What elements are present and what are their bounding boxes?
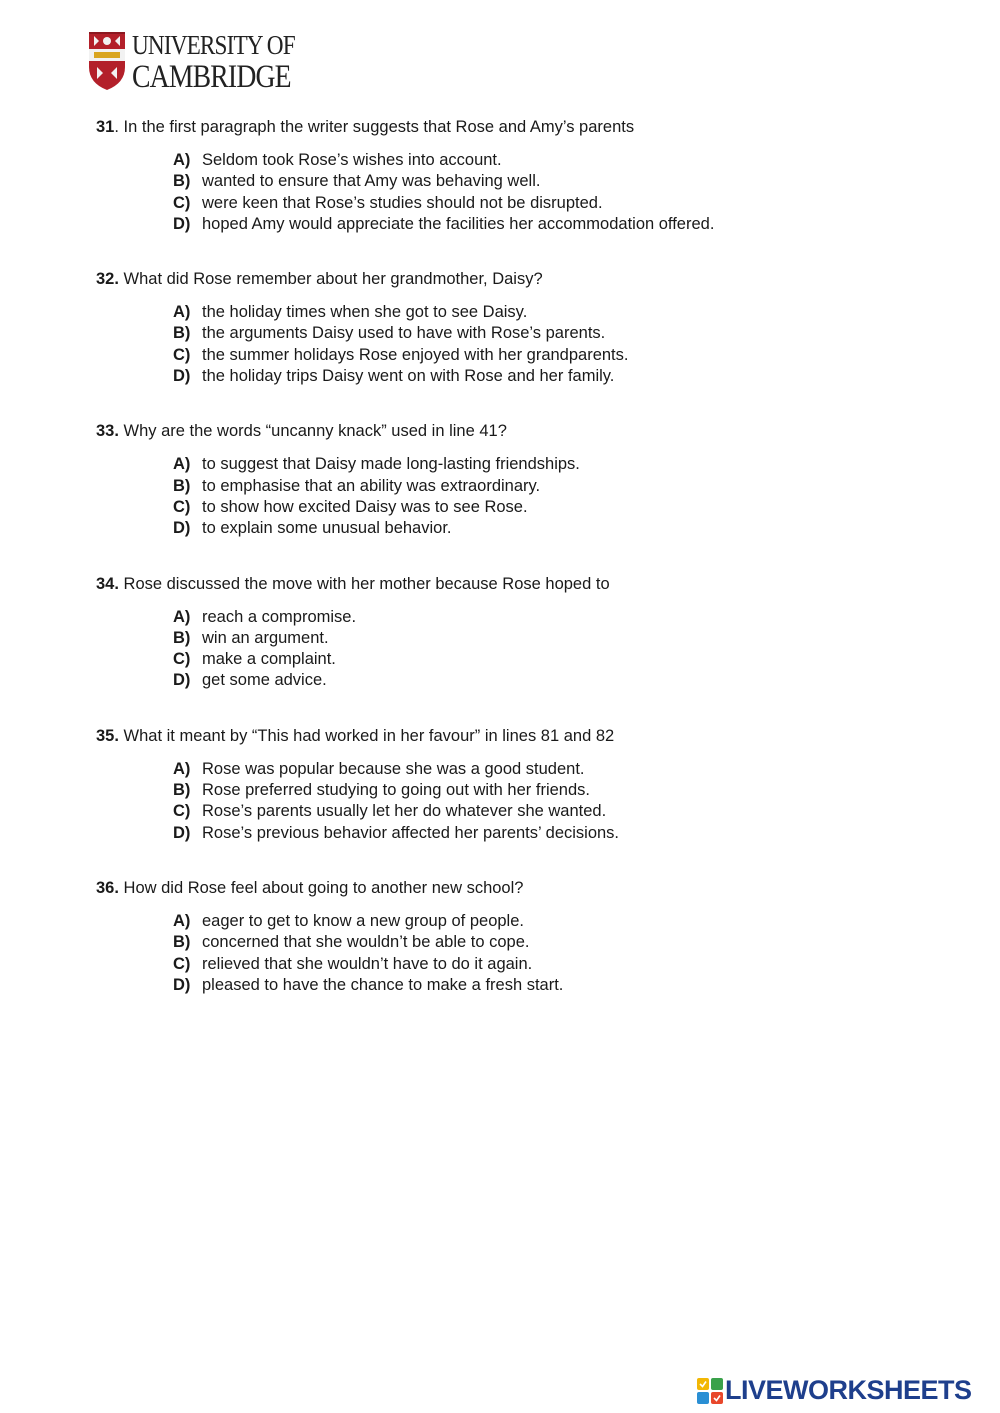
question-text: What did Rose remember about her grandmother, Daisy? <box>118 270 543 289</box>
option-text: to explain some unusual behavior. <box>202 519 452 538</box>
question-number: 34. <box>96 574 119 593</box>
option-list <box>173 150 956 235</box>
option-letter: B) <box>173 172 191 191</box>
option-text: to emphasise that an ability was extraordinary. <box>202 476 541 495</box>
option-letter: D) <box>173 519 191 538</box>
option-d[interactable] <box>173 366 956 387</box>
option-text: concerned that she wouldn’t be able to cope. <box>202 933 530 952</box>
question-text: Rose discussed the move with her mother because Rose hoped to <box>118 574 610 593</box>
question-list <box>96 116 956 1029</box>
option-c[interactable] <box>173 649 956 670</box>
option-c[interactable] <box>173 345 956 366</box>
option-text: reach a compromise. <box>202 607 357 626</box>
option-text: eager to get to know a new group of people. <box>202 911 524 930</box>
question-35 <box>96 725 956 844</box>
option-c[interactable] <box>173 954 956 975</box>
option-a[interactable] <box>173 607 956 628</box>
option-letter: B) <box>173 781 191 800</box>
option-b[interactable] <box>173 323 956 344</box>
option-text: Rose’s previous behavior affected her parents’ decisions. <box>202 823 620 842</box>
option-d[interactable] <box>173 214 956 235</box>
option-text: Rose preferred studying to going out with her friends. <box>202 781 590 800</box>
option-letter: D) <box>173 367 191 386</box>
liveworksheets-grid-icon <box>697 1378 723 1404</box>
option-a[interactable] <box>173 150 956 171</box>
cambridge-shield-icon <box>88 31 126 91</box>
question-stem <box>96 573 956 595</box>
option-list <box>173 302 956 387</box>
option-letter: A) <box>173 455 191 474</box>
option-text: Rose was popular because she was a good student. <box>202 759 585 778</box>
option-text: win an argument. <box>202 628 329 647</box>
option-a[interactable] <box>173 302 956 323</box>
question-stem <box>96 116 956 138</box>
option-letter: C) <box>173 497 191 516</box>
option-b[interactable] <box>173 171 956 192</box>
question-number: 31 <box>96 118 115 136</box>
option-c[interactable] <box>173 497 956 518</box>
question-text: . In the first paragraph the writer suggests that Rose and Amy’s parents <box>114 118 635 136</box>
option-letter: A) <box>173 759 191 778</box>
option-text: get some advice. <box>202 671 327 690</box>
option-letter: A) <box>173 303 191 322</box>
option-text: pleased to have the chance to make a fresh start. <box>202 975 564 994</box>
option-d[interactable] <box>173 975 956 996</box>
question-number: 33. <box>96 422 119 441</box>
option-letter: A) <box>173 607 191 626</box>
question-text: What it meant by “This had worked in her favour” in lines 81 and 82 <box>118 726 615 745</box>
option-list <box>173 454 956 539</box>
option-letter: B) <box>173 628 191 647</box>
option-letter: C) <box>173 345 191 364</box>
question-number: 32. <box>96 270 119 289</box>
option-text: Seldom took Rose’s wishes into account. <box>202 151 502 169</box>
question-number: 35. <box>96 726 119 745</box>
option-letter: D) <box>173 975 191 994</box>
option-list <box>173 759 956 844</box>
option-letter: B) <box>173 933 191 952</box>
option-a[interactable] <box>173 911 956 932</box>
question-34 <box>96 573 956 692</box>
question-33 <box>96 420 956 539</box>
option-b[interactable] <box>173 628 956 649</box>
question-stem <box>96 420 956 442</box>
option-text: hoped Amy would appreciate the facilities her accommodation offered. <box>202 214 715 233</box>
option-c[interactable] <box>173 801 956 822</box>
option-a[interactable] <box>173 454 956 475</box>
option-c[interactable] <box>173 193 956 214</box>
question-stem <box>96 268 956 290</box>
option-letter: C) <box>173 802 191 821</box>
option-letter: D) <box>173 214 191 233</box>
question-text: Why are the words “uncanny knack” used in line 41? <box>118 422 507 441</box>
option-letter: A) <box>173 151 191 169</box>
option-text: the arguments Daisy used to have with Rose’s parents. <box>202 324 606 343</box>
option-text: to show how excited Daisy was to see Rose. <box>202 497 528 516</box>
cambridge-logo <box>88 31 321 94</box>
option-list <box>173 911 956 996</box>
question-text: How did Rose feel about going to another new school? <box>118 878 524 897</box>
option-text: were keen that Rose’s studies should not be disrupted. <box>202 193 603 212</box>
option-b[interactable] <box>173 780 956 801</box>
option-a[interactable] <box>173 759 956 780</box>
option-text: the holiday times when she got to see Daisy. <box>202 303 528 322</box>
option-text: wanted to ensure that Amy was behaving well. <box>202 172 541 191</box>
option-text: the summer holidays Rose enjoyed with her grandparents. <box>202 345 629 364</box>
question-stem <box>96 877 956 899</box>
question-32 <box>96 268 956 387</box>
option-d[interactable] <box>173 518 956 539</box>
question-stem <box>96 725 956 747</box>
option-text: relieved that she wouldn’t have to do it again. <box>202 954 533 973</box>
option-text: make a complaint. <box>202 650 336 669</box>
option-letter: A) <box>173 911 191 930</box>
option-letter: D) <box>173 823 191 842</box>
option-letter: C) <box>173 650 191 669</box>
liveworksheets-logo[interactable] <box>697 1377 972 1404</box>
option-d[interactable] <box>173 823 956 844</box>
question-31 <box>96 116 956 235</box>
option-d[interactable] <box>173 670 956 691</box>
option-b[interactable] <box>173 932 956 953</box>
option-text: the holiday trips Daisy went on with Rose and her family. <box>202 367 615 386</box>
question-number: 36. <box>96 878 119 897</box>
option-b[interactable] <box>173 476 956 497</box>
option-letter: B) <box>173 324 191 343</box>
option-letter: C) <box>173 954 191 973</box>
option-text: Rose’s parents usually let her do whatever she wanted. <box>202 802 607 821</box>
option-letter: B) <box>173 476 191 495</box>
option-letter: C) <box>173 193 191 212</box>
option-list <box>173 607 956 692</box>
option-letter: D) <box>173 671 191 690</box>
option-text: to suggest that Daisy made long-lasting friendships. <box>202 455 580 474</box>
logo-line-university: UNIVERSITY OF <box>132 30 295 60</box>
logo-line-cambridge: CAMBRIDGE <box>132 59 291 95</box>
liveworksheets-wordmark: LIVEWORKSHEETS <box>725 1375 972 1405</box>
question-36 <box>96 877 956 996</box>
